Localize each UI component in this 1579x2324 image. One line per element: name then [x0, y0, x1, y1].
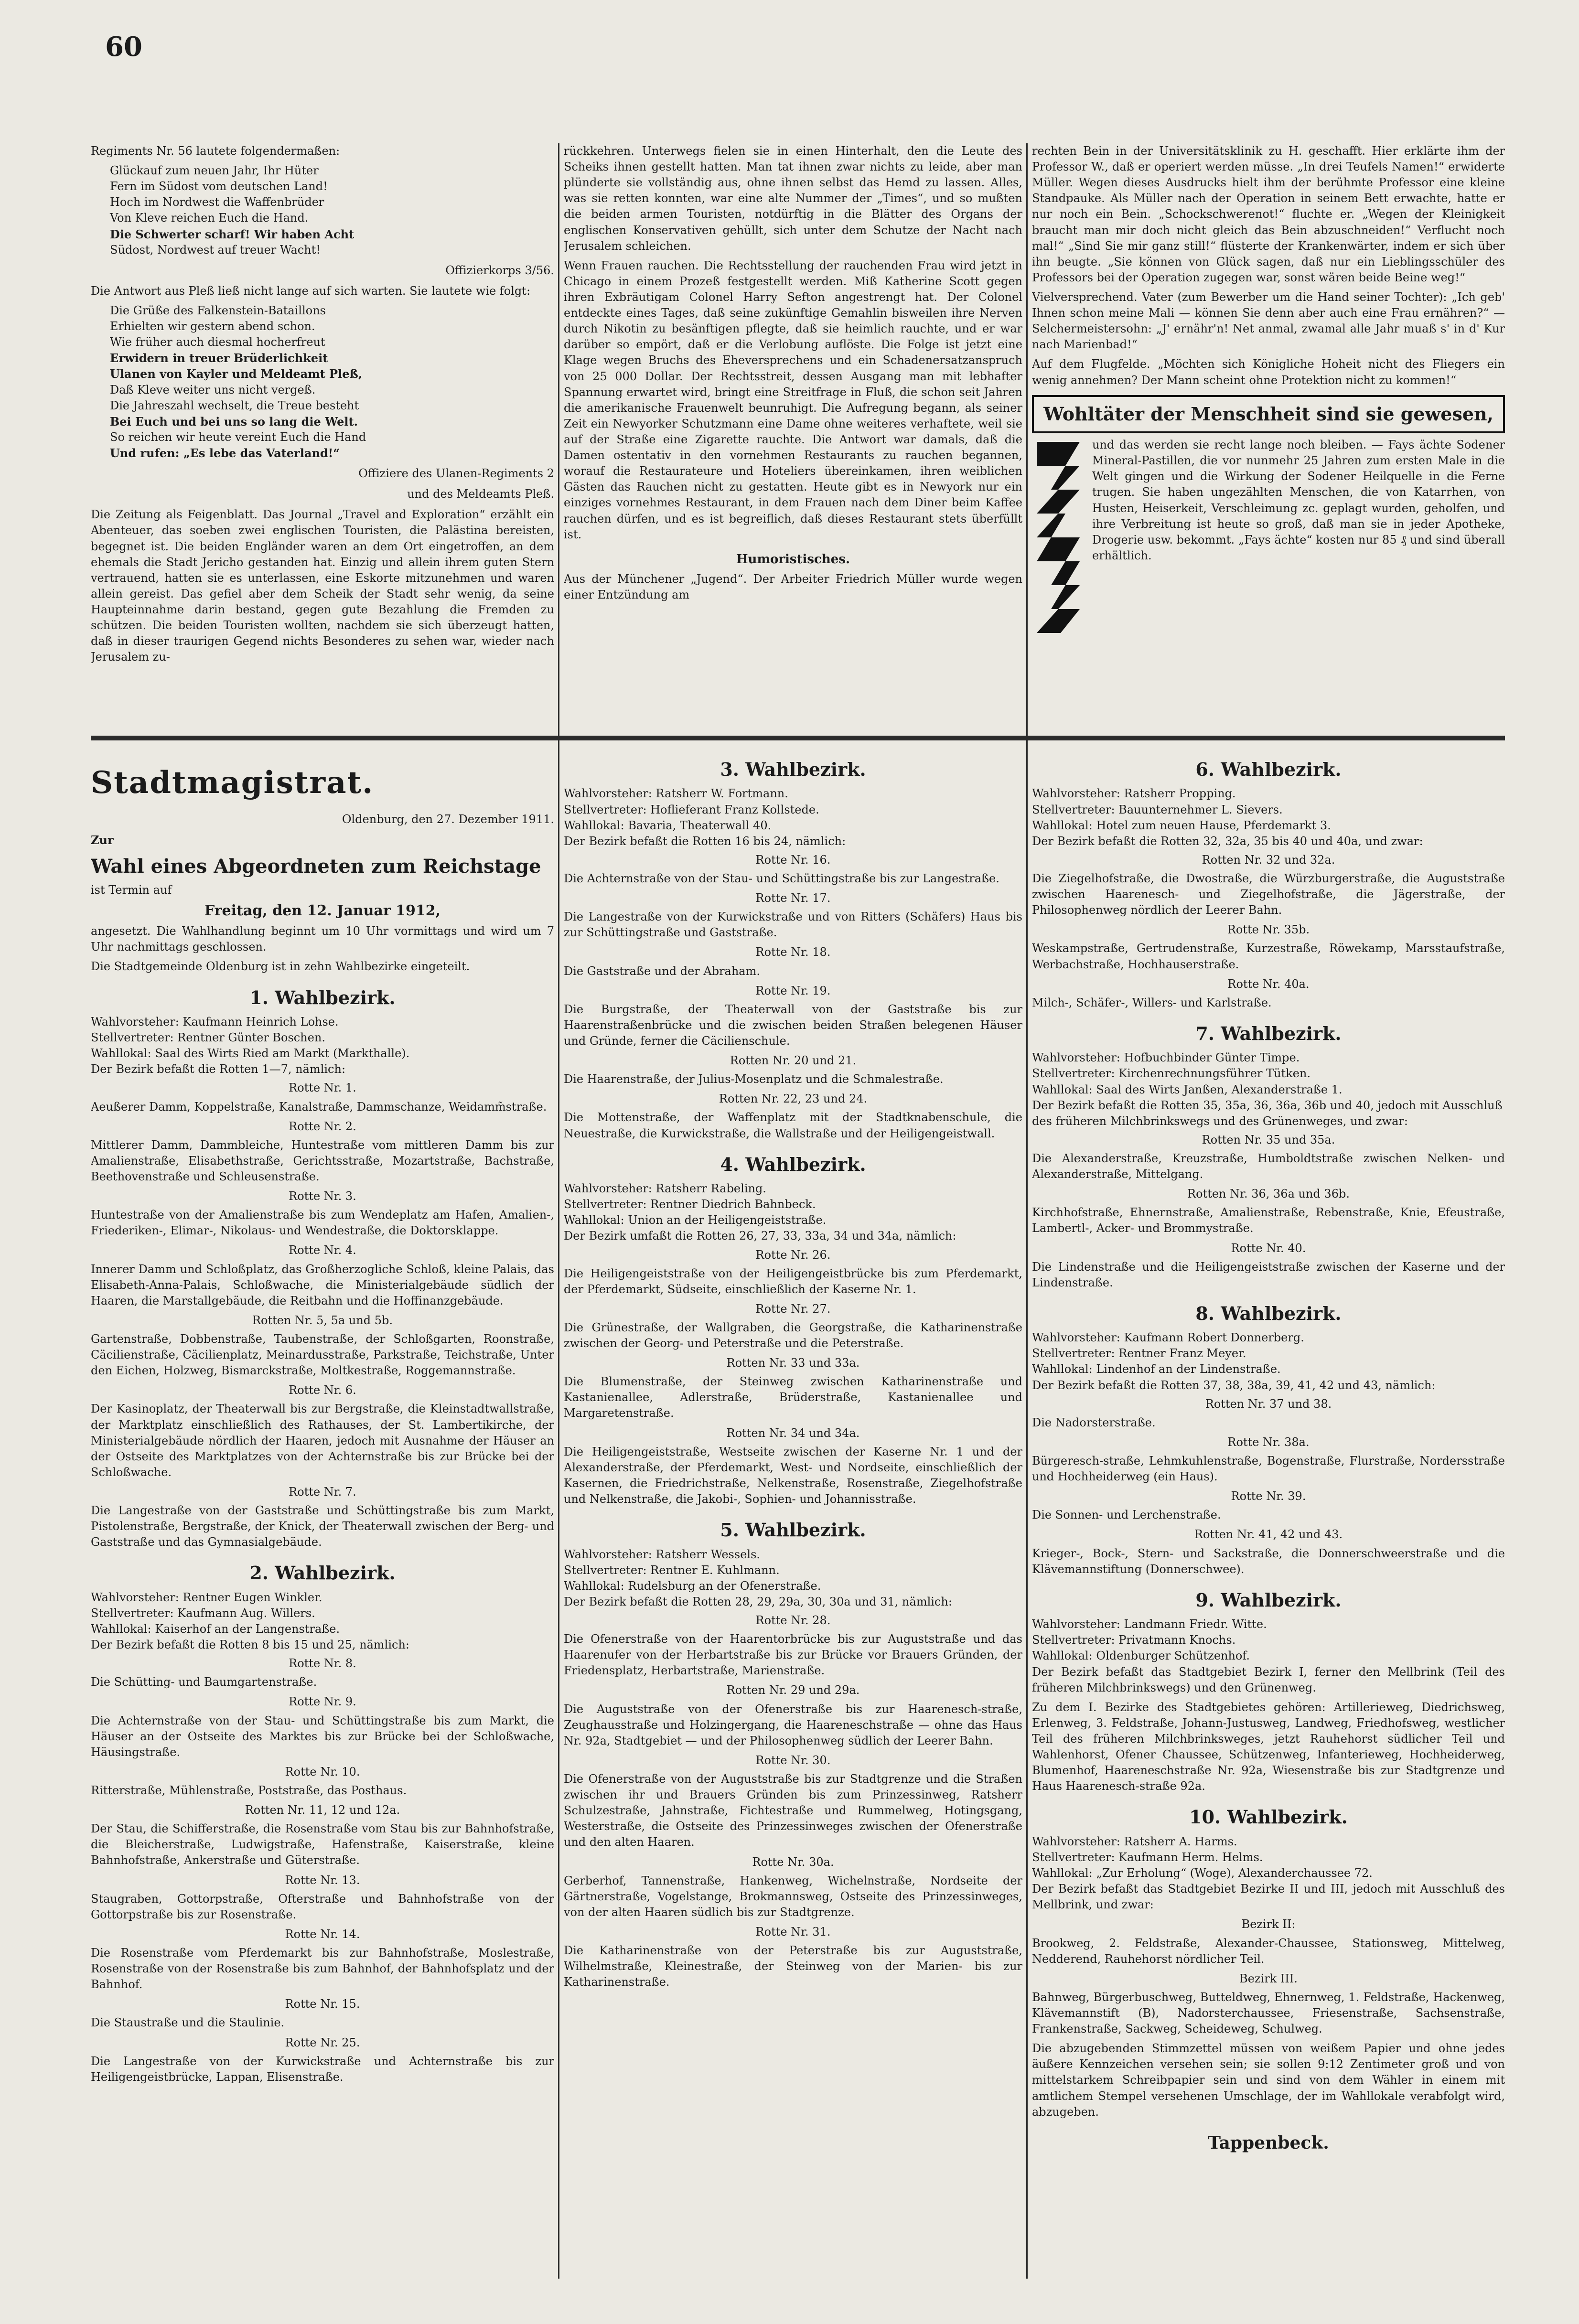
district-info: Wahllokal: Oldenburger Schützenhof. — [1032, 1649, 1250, 1663]
rotte-heading: Rotten Nr. 34 und 34a. — [726, 1426, 860, 1440]
district-info: Stellvertreter: Hoflieferant Franz Kollstede. — [564, 803, 819, 816]
district-info: Wahlvorsteher: Ratsherr Propping. — [1032, 787, 1236, 801]
district-text: Der Bezirk befaßt das Stadtgebiet Bezirk I, ferner den Mellbrink (Teil des früheren Milchbrinkswegs) und den Grünenweg. — [1032, 1665, 1505, 1694]
rotte-text: Die Blumenstraße, der Steinweg zwischen Katharinenstraße und Kastanienallee, Adlerstraße, Brüderstraße, Kastanienallee und Margaretenstraße. — [564, 1375, 1022, 1420]
ad-logo — [1032, 437, 1085, 642]
rotte-text: Die Lindenstraße und die Heiligengeiststraße zwischen der Kaserne und der Lindenstraße. — [1032, 1260, 1505, 1289]
rotte-heading: Rotte Nr. 7. — [289, 1485, 356, 1499]
rotte-heading: Rotte Nr. 17. — [755, 891, 831, 905]
rotte-heading: Rotten Nr. 41, 42 und 43. — [1194, 1528, 1343, 1542]
district-info: Stellvertreter: Kaufmann Herm. Helms. — [1032, 1850, 1263, 1864]
rotte-heading: Rotten Nr. 20 und 21. — [730, 1054, 857, 1068]
article-jugend: Aus der Münchener „Jugend“. Der Arbeiter Friedrich Müller wurde wegen einer Entzündung am — [564, 572, 1022, 601]
rotte-text: Ritterstraße, Mühlenstraße, Poststraße, das Posthaus. — [91, 1784, 407, 1798]
district-text: Der Bezirk befaßt das Stadtgebiet Bezirke II und III, jedoch mit Ausschluß des Mellbrink, und zwar: — [1032, 1882, 1505, 1912]
rotte-heading: Rotte Nr. 13. — [285, 1873, 360, 1887]
district-info: Stellvertreter: Privatmann Knochs. — [1032, 1633, 1236, 1647]
district-info: Stellvertreter: Kaufmann Aug. Willers. — [91, 1606, 315, 1620]
rotte-heading: Rotte Nr. 31. — [755, 1925, 831, 1938]
district-heading: 3. Wahlbezirk. — [720, 759, 866, 780]
rotte-heading: Rotte Nr. 19. — [755, 984, 831, 997]
top-column-3 — [1032, 143, 1505, 731]
rotte-text: Die Achternstraße von der Stau- und Schüttingstraße bis zur Langestraße. — [564, 871, 999, 885]
signature-closing: Tappenbeck. — [1208, 2132, 1329, 2153]
district-info: Wahlvorsteher: Kaufmann Heinrich Lohse. — [91, 1015, 339, 1028]
district-info: Wahlvorsteher: Kaufmann Robert Donnerberg. — [1032, 1331, 1304, 1345]
rotte-heading: Rotte Nr. 14. — [285, 1927, 360, 1941]
district-info: Stellvertreter: Rentner Diedrich Bahnbeck. — [564, 1198, 816, 1211]
verse-line: Die Schwerter scharf! Wir haben Acht — [110, 227, 354, 241]
rotte-heading: Rotte Nr. 30. — [755, 1753, 831, 1767]
rotte-text: Die Ziegelhofstraße, die Dwostraße, die Würzburgerstraße, die Auguststraße zwischen Haarenesch- und Ziegelhofstraße, die Jägerstraße, der Philosophenweg nördlich der Leerer Bahn. — [1032, 871, 1505, 917]
rotte-heading: Rotten Nr. 33 und 33a. — [726, 1356, 860, 1370]
joke-vielversprechend: Vielversprechend. Vater (zum Bewerber um die Hand seiner Tochter): „Ich geb' Ihnen schon meine Mali — können Sie denn aber auch eine Frau ernähren?“ — Selchermeistersohn: „J' ernähr'n! Net anmal, zwamal alle Jahr muaß s' in d' Kur nach Marienbad!“ — [1032, 290, 1505, 352]
rotte-heading: Rotte Nr. 40. — [1231, 1241, 1306, 1255]
district-info: Wahlvorsteher: Ratsherr W. Fortmann. — [564, 787, 788, 801]
bottom-column-3 — [1032, 757, 1505, 2271]
answer-intro: Die Antwort aus Pleß ließ nicht lange auf sich warten. Sie lautete wie folgt: — [91, 284, 531, 298]
district-info: Wahllokal: „Zur Erholung“ (Woge), Alexanderchaussee 72. — [1032, 1866, 1373, 1880]
verse-line: Erhielten wir gestern abend schon. — [110, 320, 315, 333]
rotte-text: Innerer Damm und Schloßplatz, das Großherzogliche Schloß, kleine Palais, das Elisabeth-Anna-Palais, Schloßwache, die Ministerialgebäude südlich der Haaren, die Marstallgebäude, die Reitbahn und die Hoffinanzgebäude. — [91, 1262, 554, 1307]
district-info: Der Bezirk befaßt die Rotten 32, 32a, 35 bis 40 und 40a, und zwar: — [1032, 834, 1423, 848]
district-info: Stellvertreter: Kirchenrechnungsführer Tütken. — [1032, 1067, 1311, 1081]
rotte-text: Die Grünestraße, der Wallgraben, die Georgstraße, die Katharinenstraße zwischen der Georg- und Peterstraße und die Peterstraße. — [564, 1320, 1022, 1350]
rotte-text: Der Stau, die Schifferstraße, die Rosenstraße vom Stau bis zur Bahnhofstraße, die Bleicherstraße, Ludwigstraße, Hafenstraße, Kaiserstraße, kleine Bahnhofstraße, Ankerstraße und Güterstraße. — [91, 1822, 554, 1867]
district-info: Wahlvorsteher: Hofbuchbinder Günter Timpe. — [1032, 1051, 1300, 1065]
verse-answer — [110, 303, 554, 461]
rotte-text: Mittlerer Damm, Dammbleiche, Huntestraße vom mittleren Damm bis zur Amalienstraße, Elisabethstraße, Gerichtsstraße, Mozartstraße, Bachstraße, Beethovenstraße und Schleusenstraße. — [91, 1138, 554, 1183]
verse-line: Glückauf zum neuen Jahr, Ihr Hüter — [110, 164, 319, 178]
page-number: 60 — [105, 31, 142, 63]
district-heading: 5. Wahlbezirk. — [720, 1519, 866, 1541]
section-divider — [91, 736, 1505, 740]
election-date: Freitag, den 12. Januar 1912, — [204, 902, 441, 919]
verse-line: Die Jahreszahl wechselt, die Treue besteht — [110, 398, 359, 412]
rotte-text: Die Auguststraße von der Ofenerstraße bis zur Haarenesch-straße, Zeughausstraße und Holzingergang, die Haareneschstraße — ohne das Haus Nr. 92a, Stadtgebiet — und der Philosophenweg südlich der Leerer Bahn. — [564, 1702, 1022, 1747]
district-info: Wahllokal: Hotel zum neuen Hause, Pferdemarkt 3. — [1032, 818, 1331, 832]
verse-line: So reichen wir heute vereint Euch die Hand — [110, 430, 366, 444]
district-info: Wahllokal: Lindenhof an der Lindenstraße. — [1032, 1362, 1281, 1376]
rotte-heading: Rotte Nr. 26. — [755, 1248, 831, 1262]
district-text: Brookweg, 2. Feldstraße, Alexander-Chaussee, Stationsweg, Mittelweg, Nedderend, Rauhehorst nördlicher Teil. — [1032, 1936, 1505, 1966]
rotte-text: Krieger-, Bock-, Stern- und Sackstraße, die Donnerschweerstraße und die Klävemannstiftung (Donnerschwee). — [1032, 1546, 1505, 1576]
district-info: Wahlvorsteher: Ratsherr Wessels. — [564, 1547, 761, 1561]
rotte-heading: Rotten Nr. 22, 23 und 24. — [719, 1092, 868, 1106]
district-info: Der Bezirk befaßt die Rotten 8 bis 15 und 25, nämlich: — [91, 1638, 409, 1652]
district-heading: 9. Wahlbezirk. — [1195, 1589, 1342, 1611]
rotte-heading: Rotten Nr. 5, 5a und 5b. — [252, 1313, 393, 1327]
top-column-1 — [91, 143, 554, 731]
rotte-text: Weskampstraße, Gertrudenstraße, Kurzestraße, Röwekamp, Marsstaufstraße, Werbachstraße, Hochhauserstraße. — [1032, 942, 1505, 971]
district-heading: 1. Wahlbezirk. — [249, 986, 396, 1008]
district-info: Der Bezirk befaßt die Rotten 35, 35a, 36, 36a, 36b und 40, jedoch mit Ausschluß des früheren Milchbrinkswegs und des Grünenweges, und zwar: — [1032, 1098, 1503, 1128]
rotte-heading: Rotten Nr. 37 und 38. — [1205, 1397, 1332, 1411]
signature: Offiziere des Ulanen-Regiments 2 — [358, 467, 554, 481]
district-info: Stellvertreter: Rentner E. Kuhlmann. — [564, 1563, 780, 1577]
rotte-heading: Rotte Nr. 15. — [285, 1997, 360, 2011]
rotte-text: Gartenstraße, Dobbenstraße, Taubenstraße, der Schloßgarten, Roonstraße, Cäcilienstraße, Cäcilienplatz, Meinardusstraße, Parkstraße, Teichstraße, Unter den Eichen, Holzweg, Bismarckstraße, Moltkestraße, Roggemannstraße. — [91, 1332, 554, 1378]
verse-line: Und rufen: „Es lebe das Vaterland!“ — [110, 446, 340, 460]
subdistrict-heading: Bezirk II: — [1241, 1917, 1296, 1931]
article-frauen-rauchen: Wenn Frauen rauchen. Die Rechtsstellung der rauchenden Frau wird jetzt in Chicago in einem Prozeß festgestellt werden. Miß Katherine Scott gegen ihren Exbräutigam Colonel Harry Sefton angestrengt hat. Der Colonel entdeckte eines Tages, daß seine zukünftige Gemahlin bisweilen ihre Nerven durch Nikotin zu besänftigen pflegte, daß sie heimlich rauchte, und er war darüber so empört, daß er die Verlobung auflöste. Die Folge ist jetzt eine Klage wegen Bruchs des Eheversprechens und ein Schadenersatzanspruch von 25 000 Dollar. Der Rechtsstreit, dessen Ausgang man mit lebhafter Spannung erwartet wird, bringt eine Streitfrage in Fluß, die schon seit Jahren die amerikanische Frauenwelt beunruhigt. Die Aufregung begann, als seiner Zeit ein Newyorker Schutzmann eine Dame ohne weiteres verhaftete, weil sie auf der Straße eine Zigarette rauchte. Die Antwort war damals, daß die Damen ostentativ in den vornehmen Restaurants zu rauchen begannen, worauf die Restaurateure und Hoteliers übereinkamen, ihren weiblichen Gästen das Rauchen nicht zu gestatten. Heute gibt es in Newyork nur ein einziges vornehmes Restaurant, in dem Frauen nach dem Diner beim Kaffee rauchen dürfen, und es ist begreiflich, daß dieses Restaurant stets überfüllt ist. — [564, 258, 1022, 541]
rotte-heading: Rotte Nr. 27. — [755, 1302, 831, 1316]
rotte-text: Die Staustraße und die Staulinie. — [91, 2016, 285, 2030]
advertisement — [1032, 395, 1505, 433]
signature: Offizierkorps 3/56. — [445, 263, 554, 277]
article-feigenblatt: Die Zeitung als Feigenblatt. Das Journal „Travel and Exploration“ erzählt ein Abenteuer, das soeben zwei englischen Touristen, die Palästina bereisten, begegnet ist. Die beiden Engländer waren an dem Ort eingetroffen, an dem ehemals die Stadt Jericho gestanden hat. Einzig und allein ihrem guten Stern vertrauend, hatten sie es unterlassen, eine Eskorte mitzunehmen und waren allein gereist. Das gefiel aber dem Scheik der Stadt sehr wenig, da seine Haupteinnahme darin bestand, gegen gute Bezahlung die Fremden zu schützen. Die beiden Touristen wollten, nachdem sie sich überzeugt hatten, daß in dieser traurigen Gegend nichts Besonderes zu sehen war, wieder nach Jerusalem zu- — [91, 508, 554, 664]
ad-text: und das werden sie recht lange noch bleiben. — Fays ächte Sodener Mineral-Pastillen, die vor nunmehr 25 Jahren zum ersten Male in die Welt gingen und die Wirkung der Sodener Heilquelle in die Ferne trugen. Sie haben ungezählten Menschen, die von Katarrhen, von Husten, Heiserkeit, Verschleimung zc. geplagt wurden, geholfen, und ihre Verbreitung ist heute so groß, daß man sie in jeder Apotheke, Drogerie usw. bekommt. „Fays ächte“ kosten nur 85 ₰ und sind überall erhältlich. — [1092, 438, 1505, 562]
rotte-heading: Rotte Nr. 3. — [289, 1189, 356, 1203]
election-title: Wahl eines Abgeordneten zum Reichstage — [91, 855, 541, 878]
zigzag-logo-icon — [1032, 437, 1085, 638]
district-info: Wahlvorsteher: Landmann Friedr. Witte. — [1032, 1617, 1267, 1631]
bottom-column-1 — [91, 757, 554, 2271]
rotte-text: Die Rosenstraße vom Pferdemarkt bis zur Bahnhofstraße, Moslestraße, Rosenstraße von der Rosenstraße bis zum Bahnhof, der Bahnhofsplatz und der Bahnhof. — [91, 1946, 554, 1992]
district-text: Zu dem I. Bezirke des Stadtgebietes gehören: Artillerieweg, Diedrichsweg, Erlenweg, 3. Feldstraße, Johann-Justusweg, Landweg, Friedhofsweg, westlicher Teil des früheren Milchbrinksweges, jetzt Rauhehorst südlicher Teil und Wahlenhorst, Ofener Chaussee, Schützenweg, Infanterieweg, Hochheiderweg, Blumenhof, Haareneschstraße Nr. 92a, Wiesenstraße bis zur Stadtgrenze und Haus Haarenesch-straße 92a. — [1032, 1700, 1505, 1793]
rotte-text: Die Achternstraße von der Stau- und Schüttingstraße bis zum Markt, die Häuser an der Ostseite des Marktes bis zur Brücke bei der Schloßwache, Häusingstraße. — [91, 1714, 554, 1759]
district-info: Stellvertreter: Bauunternehmer L. Sievers. — [1032, 803, 1283, 816]
verse-line: Südost, Nordwest auf treuer Wacht! — [110, 243, 321, 257]
district-info: Der Bezirk befaßt die Rotten 1—7, nämlich: — [91, 1062, 346, 1076]
rotte-heading: Rotte Nr. 25. — [285, 2035, 360, 2049]
rotte-text: Staugraben, Gottorpstraße, Ofterstraße und Bahnhofstraße von der Gottorpstraße bis zur Rosenstraße. — [91, 1892, 554, 1921]
district-heading: 7. Wahlbezirk. — [1195, 1022, 1342, 1044]
district-info: Der Bezirk befaßt die Rotten 16 bis 24, nämlich: — [564, 834, 846, 848]
district-info: Wahllokal: Bavaria, Theaterwall 40. — [564, 818, 772, 832]
paragraph: Die Stadtgemeinde Oldenburg ist in zehn Wahlbezirke eingeteilt. — [91, 960, 470, 974]
rotte-heading: Rotte Nr. 18. — [755, 945, 831, 959]
district-text: Bahnweg, Bürgerbuschweg, Butteldweg, Ehnernweg, 1. Feldstraße, Hackenweg, Klävemannstift (B), Nadorsterchaussee, Friesenstraße, Sachsenstraße, Frankenstraße, Sackweg, Scheideweg, Schulweg. — [1032, 1990, 1505, 2036]
regiment-intro: Regiments Nr. 56 lautete folgendermaßen: — [91, 144, 340, 158]
rotte-heading: Rotte Nr. 9. — [289, 1695, 356, 1709]
bottom-column-2 — [564, 757, 1022, 2271]
rotte-heading: Rotte Nr. 1. — [289, 1081, 356, 1095]
district-heading: 10. Wahlbezirk. — [1189, 1806, 1348, 1828]
rotte-heading: Rotten Nr. 36, 36a und 36b. — [1187, 1187, 1350, 1201]
notice-date: Oldenburg, den 27. Dezember 1911. — [342, 813, 554, 826]
paragraph: angesetzt. Die Wahlhandlung beginnt um 10 Uhr vormittags und wird um 7 Uhr nachmittags geschlossen. — [91, 924, 554, 954]
rotte-text: Die Nadorsterstraße. — [1032, 1415, 1156, 1429]
article-continuation: rechten Bein in der Universitätsklinik zu H. geschafft. Hier erklärte ihm der Professor W., daß er operiert werden müsse. „In drei Teufels Namen!“ erwiderte Müller. Wegen dieses Ausdrucks hielt ihm der berühmte Professor eine kleine Standpauke. Als Müller nach der Operation in seinem Bett erwachte, hatte er nur noch ein Bein. „Schockschwerenot!“ fluchte er. „Wegen der Kleinigkeit braucht man mir doch nicht gleich das Bein abzuschneiden!“ Verflucht noch mal!“ „Sind Sie mir ganz still!“ flüsterte der Krankenwärter, indem er sich über ihn beugte. „Sie können von Glück sagen, daß nur ein Lieblingsschüler des Professors bei der Operation zugegen war, sonst wären beide Beine weg!“ — [1032, 144, 1505, 284]
verse-line: Fern im Südost vom deutschen Land! — [110, 180, 328, 193]
joke-flugfelde: Auf dem Flugfelde. „Möchten sich Königliche Hoheit nicht des Fliegers ein wenig annehmen? Der Mann scheint ohne Protektion nicht zu kommen!“ — [1032, 357, 1505, 387]
district-info: Stellvertreter: Rentner Günter Boschen. — [91, 1031, 325, 1045]
rotte-heading: Rotte Nr. 40a. — [1227, 977, 1310, 991]
verse-line: Bei Euch und bei uns so lang die Welt. — [110, 414, 358, 428]
rotte-heading: Rotte Nr. 38a. — [1227, 1435, 1310, 1449]
verse-line: Hoch im Nordwest die Waffenbrüder — [110, 195, 324, 209]
verse-line: Von Kleve reichen Euch die Hand. — [110, 211, 309, 225]
rotte-text: Gerberhof, Tannenstraße, Hankenweg, Wichelnstraße, Nordseite der Gärtnerstraße, Vogelstange, Brokmannsweg, Ostseite des Prinzessinweges, von der alten Haaren südlich bis zur Stadtgrenze. — [564, 1874, 1022, 1919]
rotte-text: Die Sonnen- und Lerchenstraße. — [1032, 1508, 1221, 1522]
district-info: Wahlvorsteher: Rentner Eugen Winkler. — [91, 1590, 322, 1604]
rotte-text: Die Katharinenstraße von der Peterstraße bis zur Auguststraße, Wilhelmstraße, Kleinestraße, der Steinweg von der Marien- bis zur Katharinenstraße. — [564, 1944, 1022, 1989]
rotte-text: Kirchhofstraße, Ehnernstraße, Amalienstraße, Rebenstraße, Knie, Efeustraße, Lambertl-, Acker- und Brommystraße. — [1032, 1206, 1505, 1235]
verse-line: Ulanen von Kayler und Meldeamt Pleß, — [110, 367, 363, 381]
rotte-text: Die Ofenerstraße von der Auguststraße bis zur Stadtgrenze und die Straßen zwischen ihr und Brauers Gründen bis zum Prinzessinweg, Ratsherr Schulzestraße, Jahnstraße, Fichtestraße und Rummelweg, Hotingsgang, Westerstraße, die Ostseite des Prinzessinweges zwischen der Ofenerstraße und den alten Haaren. — [564, 1772, 1022, 1849]
rotte-heading: Rotten Nr. 32 und 32a. — [1202, 853, 1335, 867]
district-info: Der Bezirk befaßt die Rotten 37, 38, 38a, 39, 41, 42 und 43, nämlich: — [1032, 1378, 1436, 1392]
rotte-heading: Rotten Nr. 35 und 35a. — [1202, 1133, 1335, 1146]
ballot-instructions: Die abzugebenden Stimmzettel müssen von weißem Papier und ohne jedes äußere Kennzeichen versehen sein; sie sollen 9:12 Zentimeter groß und von mittelstarkem Schreibpapier sein und sind von dem Wähler in einem mit amtlichem Stempel versehenen Umschlage, der im Wahllokale verabfolgt wird, abzugeben. — [1032, 2042, 1505, 2119]
ad-body — [1032, 437, 1505, 642]
rotte-heading: Rotte Nr. 39. — [1231, 1489, 1306, 1503]
article-continuation: rückkehren. Unterwegs fielen sie in einen Hinterhalt, den die Leute des Scheiks ihnen gestellt hatten. Man tat ihnen zwar nichts zu leide, aber man plünderte sie vollständig aus, ohne ihnen selbst das Hemd zu lassen. Alles, was sie retten konnten, war eine alte Nummer der „Times“, und so mußten die beiden armen Touristen, notdürftig in die Blätter des Organs der englischen Konservativen gehüllt, sich unter dem Schutze der Nacht nach Jerusalem schleichen. — [564, 144, 1022, 253]
rotte-text: Aeußerer Damm, Koppelstraße, Kanalstraße, Dammschanze, Weidamm̃straße. — [91, 1100, 547, 1114]
rotte-text: Die Schütting- und Baumgartenstraße. — [91, 1675, 317, 1689]
rotte-text: Die Langestraße von der Kurwickstraße und von Ritters (Schäfers) Haus bis zur Schüttingstraße und Gaststraße. — [564, 910, 1022, 940]
rotte-heading: Rotte Nr. 4. — [289, 1243, 356, 1257]
rotte-text: Die Heiligengeiststraße, Westseite zwischen der Kaserne Nr. 1 und der Alexanderstraße, der Pferdemarkt, West- und Nordseite, einschließlich der Kasernen, die Friedrichstraße, Nelkenstraße, Rosenstraße, Ziegelhofstraße und Nelkenstraße, die Jakobi-, Sophien- und Johannisstraße. — [564, 1445, 1022, 1506]
column-rule — [1026, 143, 1028, 2279]
rotte-heading: Rotte Nr. 10. — [285, 1765, 360, 1778]
signature: und des Meldeamts Pleß. — [407, 487, 554, 501]
rotte-text: Die Gaststraße und der Abraham. — [564, 964, 760, 978]
district-heading: 6. Wahlbezirk. — [1195, 759, 1342, 780]
verse-line: Erwidern in treuer Brüderlichkeit — [110, 351, 328, 365]
district-heading: 8. Wahlbezirk. — [1195, 1302, 1342, 1324]
column-rule — [558, 143, 559, 2279]
district-info: Der Bezirk umfaßt die Rotten 26, 27, 33, 33a, 34 und 34a, nämlich: — [564, 1229, 956, 1243]
district-info: Wahllokal: Union an der Heiligengeiststraße. — [564, 1213, 827, 1227]
district-info: Wahllokal: Saal des Wirts Janßen, Alexanderstraße 1. — [1032, 1082, 1343, 1096]
rotte-text: Die Haarenstraße, der Julius-Mosenplatz und die Schmalestraße. — [564, 1072, 944, 1086]
notice-zur: Zur — [91, 833, 114, 847]
notice-title: Stadtmagistrat. — [91, 765, 374, 801]
verse-line: Daß Kleve weiter uns nicht vergeß. — [110, 383, 316, 396]
district-info: Wahlvorsteher: Ratsherr A. Harms. — [1032, 1834, 1237, 1848]
rotte-heading: Rotte Nr. 2. — [289, 1119, 356, 1133]
termin-intro: ist Termin auf — [91, 883, 172, 897]
rotte-text: Huntestraße von der Amalienstraße bis zum Wendeplatz am Hafen, Amalien-, Friederiken-, Elimar-, Nikolaus- und Wendestraße, die Doktorsklappe. — [91, 1208, 554, 1238]
section-heading: Humoristisches. — [736, 552, 850, 567]
rotte-text: Die Langestraße von der Gaststraße und Schüttingstraße bis zum Markt, Pistolenstraße, Bergstraße, der Knick, der Theaterwall zwischen der Berg- und Gaststraße und das Gymnasialgebäude. — [91, 1504, 554, 1549]
district-info: Wahllokal: Kaiserhof an der Langenstraße. — [91, 1622, 340, 1636]
verse-greeting — [110, 163, 554, 258]
rotte-text: Die Ofenerstraße von der Haarentorbrücke bis zur Auguststraße und das Haarenufer von der Herbartstraße bis zur Brücke vor Brauers Gründen, der Friedensplatz, Herbartstraße, Marienstraße. — [564, 1632, 1022, 1678]
rotte-heading: Rotte Nr. 16. — [755, 853, 831, 867]
district-info: Wahllokal: Saal des Wirts Ried am Markt (Markthalle). — [91, 1047, 410, 1060]
rotte-text: Die Heiligengeiststraße von der Heiligengeistbrücke bis zum Pferdemarkt, der Pferdemarkt, Südseite, einschließlich der Kaserne Nr. 1. — [564, 1266, 1022, 1296]
rotte-text: Die Langestraße von der Kurwickstraße und Achternstraße bis zur Heiligengeistbrücke, Lappan, Elisenstraße. — [91, 2054, 554, 2084]
district-heading: 4. Wahlbezirk. — [720, 1153, 866, 1175]
rotte-heading: Rotten Nr. 11, 12 und 12a. — [245, 1803, 400, 1817]
district-info: Wahllokal: Rudelsburg an der Ofenerstraße. — [564, 1579, 821, 1593]
district-heading: 2. Wahlbezirk. — [249, 1562, 396, 1584]
subdistrict-heading: Bezirk III. — [1239, 1971, 1298, 1985]
rotte-heading: Rotte Nr. 35b. — [1227, 923, 1310, 937]
verse-line: Wie früher auch diesmal hocherfreut — [110, 335, 325, 349]
top-column-2 — [564, 143, 1022, 731]
rotte-text: Der Kasinoplatz, der Theaterwall bis zur Bergstraße, die Kleinstadtwallstraße, der Marktplatz einschließlich des Rathauses, der St. Lambertikirche, der Ministerialgebäude nördlich der Haaren, jedoch mit Ausnahme der Häuser an der Ostseite des Marktplatzes von der Achternstraße bis zur Brücke bei der Schloßwache. — [91, 1402, 554, 1479]
rotte-text: Bürgeresch-straße, Lehmkuhlenstraße, Bogenstraße, Flurstraße, Nordersstraße und Hochheiderweg (ein Haus). — [1032, 1454, 1505, 1484]
ad-title: Wohltäter der Menschheit sind sie gewesen, — [1043, 403, 1493, 425]
rotte-heading: Rotten Nr. 29 und 29a. — [726, 1683, 860, 1697]
rotte-heading: Rotte Nr. 30a. — [752, 1855, 834, 1869]
rotte-text: Die Mottenstraße, der Waffenplatz mit der Stadtknabenschule, die Neuestraße, die Kurwickstraße, die Wallstraße und der Heiligengeistwall. — [564, 1111, 1022, 1140]
verse-line: Die Grüße des Falkenstein-Bataillons — [110, 303, 326, 317]
rotte-text: Die Alexanderstraße, Kreuzstraße, Humboldtstraße zwischen Nelken- und Alexanderstraße, Mittelgang. — [1032, 1151, 1505, 1181]
rotte-text: Die Burgstraße, der Theaterwall von der Gaststraße bis zur Haarenstraßenbrücke und die zwischen beiden Straßen belegenen Häuser und Gründe, ferner die Cäcilienschule. — [564, 1002, 1022, 1048]
rotte-heading: Rotte Nr. 6. — [289, 1383, 356, 1397]
rotte-heading: Rotte Nr. 8. — [289, 1657, 356, 1671]
district-info: Der Bezirk befaßt die Rotten 28, 29, 29a, 30, 30a und 31, nämlich: — [564, 1595, 952, 1608]
rotte-heading: Rotte Nr. 28. — [755, 1614, 831, 1628]
district-info: Wahlvorsteher: Ratsherr Rabeling. — [564, 1182, 766, 1196]
district-info: Stellvertreter: Rentner Franz Meyer. — [1032, 1347, 1246, 1360]
rotte-text: Milch-, Schäfer-, Willers- und Karlstraße. — [1032, 996, 1272, 1009]
